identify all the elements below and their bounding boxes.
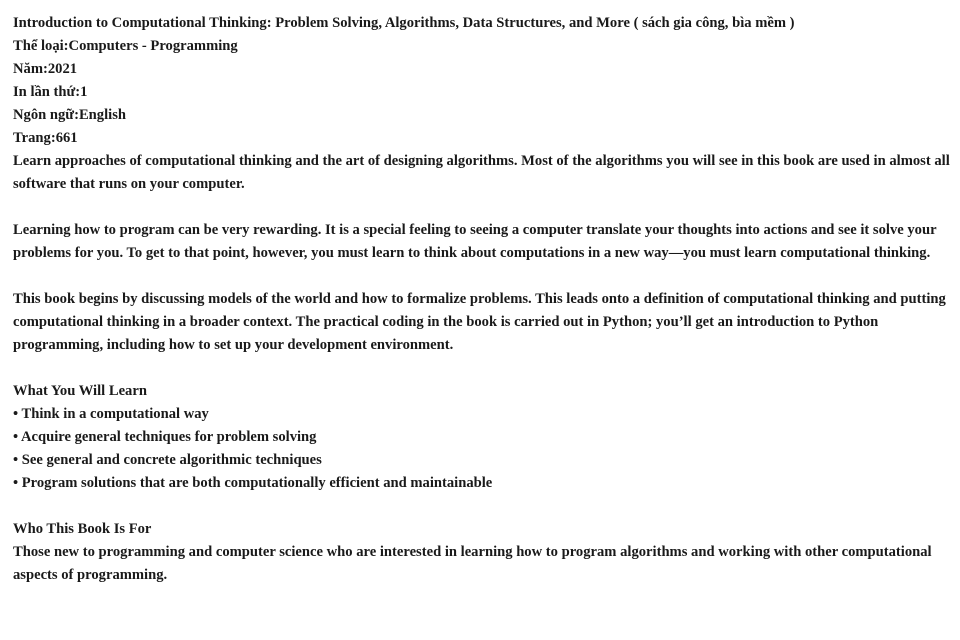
description-paragraph: This book begins by discussing models of the world and how to formalize problems. This leads onto a definition of computational thinking and putting computational thinking in a broader context. The practical coding in the book is carried out in Python; you’ll get an introduction to Python programming, including how to set up your development environment.: [13, 291, 946, 353]
book-description: [13, 150, 952, 587]
meta-language: [13, 104, 952, 127]
meta-year: [13, 58, 952, 81]
audience-heading: Who This Book Is For: [13, 521, 152, 537]
learn-list: [13, 403, 952, 495]
meta-edition-label: In lần thứ:: [13, 84, 81, 100]
meta-category-label: Thể loại:: [13, 38, 69, 54]
meta-edition-value: 1: [80, 84, 88, 100]
audience-text: Those new to programming and computer science who are interested in learning how to program algorithms and working with other computational aspects of programming.: [13, 544, 932, 583]
meta-pages: [13, 127, 952, 150]
meta-language-label: Ngôn ngữ:: [13, 107, 79, 123]
meta-year-label: Năm:: [13, 61, 48, 77]
learn-list-item: • Think in a computational way: [13, 406, 209, 422]
meta-category: [13, 35, 952, 58]
meta-language-value: English: [78, 107, 126, 123]
paragraph-spacer: [13, 265, 952, 288]
learn-list-item: • See general and concrete algorithmic techniques: [13, 452, 322, 468]
paragraph-spacer: [13, 196, 952, 219]
meta-category-value: Computers - Programming: [68, 38, 238, 54]
description-paragraph: Learn approaches of computational thinking and the art of designing algorithms. Most of the algorithms you will see in this book are used in almost all software that runs on your computer.: [13, 153, 950, 192]
learn-list-item: • Program solutions that are both computationally efficient and maintainable: [13, 475, 493, 491]
meta-year-value: 2021: [47, 61, 78, 77]
learn-heading: What You Will Learn: [13, 383, 147, 399]
paragraph-spacer: [13, 357, 952, 380]
paragraph-spacer: [13, 495, 952, 518]
meta-pages-value: 661: [55, 130, 78, 146]
learn-list-item: • Acquire general techniques for problem solving: [13, 429, 317, 445]
meta-edition: [13, 81, 952, 104]
meta-pages-label: Trang:: [13, 130, 56, 146]
book-title: Introduction to Computational Thinking: Problem Solving, Algorithms, Data Structures, and More ( sách gia công, bìa mềm ): [13, 15, 795, 31]
book-meta: [13, 35, 952, 150]
product-detail: [13, 12, 952, 587]
description-paragraph: Learning how to program can be very rewarding. It is a special feeling to seeing a computer translate your thoughts into actions and see it solve your problems for you. To get to that point, however, you must learn to think about computations in a new way—you must learn computational thinking.: [13, 222, 937, 261]
